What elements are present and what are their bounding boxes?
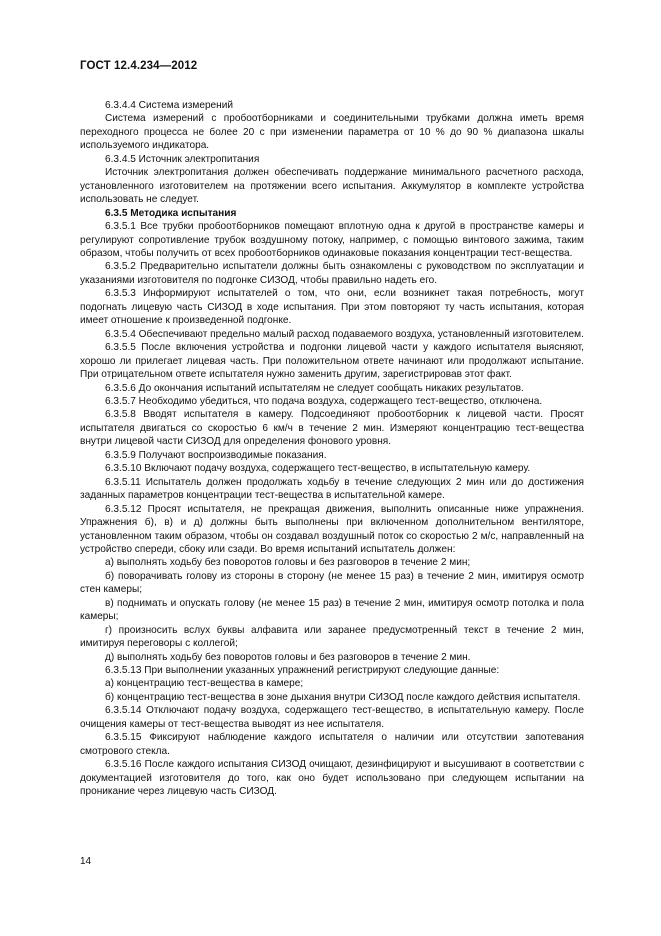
paragraph: 6.3.5.13 При выполнении указанных упражнений регистрируют следующие данные: (105, 665, 500, 677)
paragraph: 6.3.5.14 Отключают подачу воздуха, содержащего тест-вещество, в испытательную камеру. После очищения камеры от тест-вещества выводят из нее испытателя. (80, 705, 584, 730)
paragraph: 6.3.4.5 Источник электропитания (105, 153, 260, 165)
paragraph: 6.3.5.12 Просят испытателя, не прекращая движения, выполнить описанные ниже упражнения. Упражнения б), в) и д) должны быть выполнены при включенном дополнительном вентиляторе, установленном таким образом, чтобы он создавал воздушный поток со скоростью 2 м/с, направленный на устройство спереди, сбоку или сзади. Во время испытаний испытатель должен: (80, 503, 584, 555)
paragraph: 6.3.5.1 Все трубки пробоотборников помещают вплотную одна к другой в пространстве камеры и регулируют сопротивление трубок воздушному потоку, например, с помощью винтового зажима, таким образом, чтобы получить от всех пробоотборников одинаковые показания концентрации тест-вещества. (80, 221, 584, 259)
paragraph: б) концентрацию тест-вещества в зоне дыхания внутри СИЗОД после каждого действия испытателя. (105, 691, 581, 703)
document-body (80, 99, 584, 799)
paragraph: а) концентрацию тест-вещества в камере; (105, 678, 304, 690)
paragraph: 6.3.5.15 Фиксируют наблюдение каждого испытателя о наличии или отсутствии запотевания смотрового стекла. (80, 732, 584, 757)
paragraph: 6.3.5.2 Предварительно испытатели должны быть ознакомлены с руководством по эксплуатации и указаниями изготовителя по подгонке СИЗОД, чтобы правильно надеть его. (80, 261, 584, 286)
paragraph: г) произносить вслух буквы алфавита или заранее предусмотренный текст в течение 2 мин, имитируя переговоры с коллегой; (80, 624, 584, 650)
paragraph: 6.3.5.8 Вводят испытателя в камеру. Подсоединяют пробоотборник к лицевой части. Просят испытателя двигаться со скоростью 6 км/ч в течение 2 мин. Измеряют концентрацию тест-вещества внутри лицевой части СИЗОД для определения фонового уровня. (80, 409, 584, 448)
paragraph: 6.3.4.4 Система измерений (105, 100, 234, 111)
paragraph: 6.3.5.7 Необходимо убедиться, что подача воздуха, содержащего тест-вещество, отключена. (105, 395, 543, 407)
paragraph: 6.3.5.5 После включения устройства и подгонки лицевой части у каждого испытателя выясняют, хорошо ли прилегает лицевая часть. При положительном ответе начинают или продолжают испытание. При отрицательном ответе испытателя нужно заменить другим, зарегистрировав этот факт. (80, 342, 584, 381)
paragraph: Источник электропитания должен обеспечивать поддержание минимального расчетного расхода, установленного изготовителем на протяжении всего испытания. Аккумулятор в комплекте устройства использовать не следует. (80, 167, 584, 206)
page-number: 14 (80, 856, 92, 867)
paragraph: 6.3.5.11 Испытатель должен продолжать ходьбу в течение следующих 2 мин или до достижения заданных параметров концентрации тест-вещества в испытательной камере. (80, 476, 584, 502)
paragraph: 6.3.5.9 Получают воспроизводимые показания. (105, 449, 327, 461)
paragraph: 6.3.5.10 Включают подачу воздуха, содержащего тест-вещество, в испытательную камеру. (105, 463, 531, 475)
paragraph: 6.3.5.6 До окончания испытаний испытателям не следует сообщать никаких результатов. (105, 382, 524, 394)
paragraph: а) выполнять ходьбу без поворотов головы и без разговоров в течение 2 мин; (105, 557, 471, 569)
page-header-title: ГОСТ 12.4.234—2012 (80, 60, 198, 72)
paragraph: в) поднимать и опускать голову (не менее 15 раз) в течение 2 мин, имитируя осмотр потолка и пола камеры; (80, 597, 584, 623)
paragraph: 6.3.5.3 Информируют испытателей о том, что они, если возникнет такая потребность, могут подогнать лицевую часть СИЗОД в ходе испытания. При этом повторяют ту часть испытания, которая имеет отношение к произведенной подгонке. (80, 288, 584, 327)
paragraph: б) поворачивать голову из стороны в сторону (не менее 15 раз) в течение 2 мин, имитируя осмотр стен камеры; (80, 570, 584, 596)
paragraph: 6.3.5.16 После каждого испытания СИЗОД очищают, дезинфицируют и высушивают в соответствии с документацией изготовителя до того, как оно будет использовано при следующем испытании на проникание через лицевую часть СИЗОД. (80, 759, 584, 798)
paragraph: 6.3.5.4 Обеспечивают предельно малый расход подаваемого воздуха, установленный изготовителем. (105, 328, 584, 340)
section-heading: 6.3.5 Методика испытания (105, 207, 237, 219)
paragraph: д) выполнять ходьбу без поворотов головы и без разговоров в течение 2 мин. (105, 651, 471, 663)
paragraph: Система измерений с пробоотборниками и соединительными трубками должна иметь время переходного процесса не более 20 с при изменении параметра от 10 % до 90 % диапазона шкалы используемого индикатора. (80, 113, 584, 152)
